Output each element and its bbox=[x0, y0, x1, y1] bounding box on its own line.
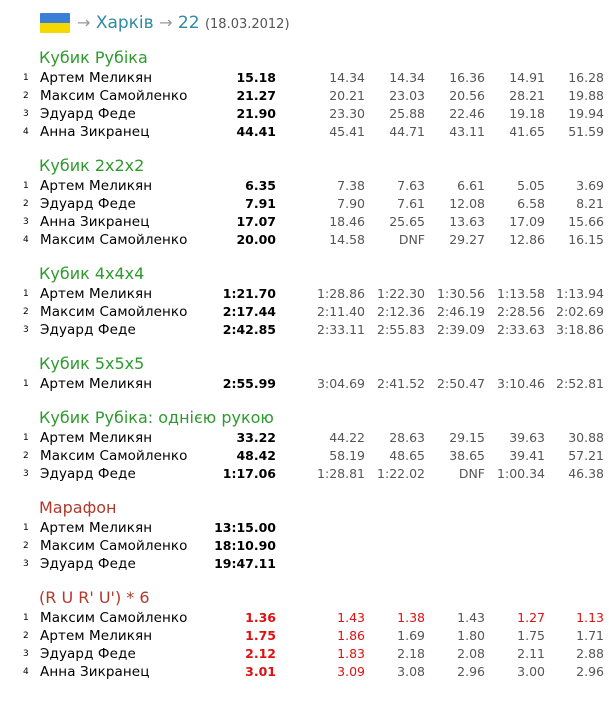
competitor-name[interactable]: Максим Самойленко bbox=[40, 88, 188, 104]
arrow-right-icon: → bbox=[159, 13, 173, 32]
attempt-time: 1:00.34 bbox=[497, 466, 545, 481]
rank-number: 3 bbox=[23, 559, 29, 569]
competitor-name[interactable]: Артем Меликян bbox=[40, 70, 153, 86]
attempt-time: 3:10.46 bbox=[497, 376, 545, 391]
attempt-time: 8.21 bbox=[576, 196, 604, 211]
attempt-time: 1.80 bbox=[457, 628, 485, 643]
competition-number[interactable]: 22 bbox=[177, 13, 200, 33]
event-title: Кубик 5x5x5 bbox=[39, 354, 145, 373]
best-result: 2:42.85 bbox=[222, 322, 276, 337]
best-result: 33.22 bbox=[236, 430, 276, 445]
competition-date: (18.03.2012) bbox=[204, 17, 290, 32]
attempt-time: 2:46.19 bbox=[437, 304, 485, 319]
result-row bbox=[0, 537, 609, 555]
result-row bbox=[0, 177, 609, 195]
attempt-time: 2:33.63 bbox=[497, 322, 545, 337]
best-result: 3.01 bbox=[245, 664, 276, 679]
result-row bbox=[0, 519, 609, 537]
event-title: Кубик Рубіка: однією рукою bbox=[39, 408, 274, 427]
result-row bbox=[0, 285, 609, 303]
attempt-time: 2:28.56 bbox=[497, 304, 545, 319]
competitor-name[interactable]: Эдуард Феде bbox=[40, 646, 136, 662]
competitor-name[interactable]: Эдуард Феде bbox=[40, 556, 136, 572]
attempt-time: 14.34 bbox=[329, 70, 365, 85]
best-result: 2.12 bbox=[245, 646, 276, 661]
attempt-time: 14.58 bbox=[329, 232, 365, 247]
attempt-time: 1.86 bbox=[337, 628, 365, 643]
rank-number: 3 bbox=[23, 109, 29, 119]
competitor-name[interactable]: Максим Самойленко bbox=[40, 232, 188, 248]
attempt-time: 3:18.86 bbox=[556, 322, 604, 337]
rank-number: 3 bbox=[23, 469, 29, 479]
attempt-time: 19.18 bbox=[509, 106, 545, 121]
attempt-time: 12.08 bbox=[449, 196, 485, 211]
attempt-time: 15.66 bbox=[568, 214, 604, 229]
best-result: 17.07 bbox=[236, 214, 276, 229]
rank-number: 3 bbox=[23, 217, 29, 227]
competitor-name[interactable]: Эдуард Феде bbox=[40, 196, 136, 212]
attempt-time: 14.91 bbox=[509, 70, 545, 85]
best-result: 21.90 bbox=[236, 106, 276, 121]
attempt-time: 44.71 bbox=[389, 124, 425, 139]
attempt-time: 1.13 bbox=[576, 610, 604, 625]
rank-number: 2 bbox=[23, 541, 29, 551]
attempt-time: 2:02.69 bbox=[556, 304, 604, 319]
result-row bbox=[0, 321, 609, 339]
result-row bbox=[0, 195, 609, 213]
attempt-time: 2.96 bbox=[457, 664, 485, 679]
competitor-name[interactable]: Артем Меликян bbox=[40, 286, 153, 302]
attempt-time: 1.69 bbox=[397, 628, 425, 643]
competitor-name[interactable]: Артем Меликян bbox=[40, 376, 153, 392]
attempt-time: 2:11.40 bbox=[317, 304, 365, 319]
best-result: 1:17.06 bbox=[222, 466, 276, 481]
competitor-name[interactable]: Эдуард Феде bbox=[40, 466, 136, 482]
attempt-time: 20.56 bbox=[449, 88, 485, 103]
attempt-time: 2:12.36 bbox=[377, 304, 425, 319]
competitor-name[interactable]: Максим Самойленко bbox=[40, 304, 188, 320]
result-row bbox=[0, 447, 609, 465]
attempt-time: 20.21 bbox=[329, 88, 365, 103]
attempt-time: 48.65 bbox=[389, 448, 425, 463]
attempt-time: 3.00 bbox=[517, 664, 545, 679]
rank-number: 1 bbox=[23, 181, 29, 191]
attempt-time: 38.65 bbox=[449, 448, 485, 463]
best-result: 48.42 bbox=[236, 448, 276, 463]
attempt-time: 44.22 bbox=[329, 430, 365, 445]
attempt-time: 5.05 bbox=[517, 178, 545, 193]
attempt-time: 2:41.52 bbox=[377, 376, 425, 391]
rank-number: 4 bbox=[23, 127, 29, 137]
attempt-time: 1.71 bbox=[576, 628, 604, 643]
rank-number: 4 bbox=[23, 667, 29, 677]
attempt-time: 7.90 bbox=[337, 196, 365, 211]
attempt-time: 12.86 bbox=[509, 232, 545, 247]
attempt-time: 6.58 bbox=[517, 196, 545, 211]
best-result: 2:17.44 bbox=[222, 304, 276, 319]
attempt-time: 16.15 bbox=[568, 232, 604, 247]
attempt-time: 7.61 bbox=[397, 196, 425, 211]
attempt-time: 18.46 bbox=[329, 214, 365, 229]
best-result: 7.91 bbox=[245, 196, 276, 211]
attempt-time: 28.21 bbox=[509, 88, 545, 103]
result-row bbox=[0, 555, 609, 573]
competitor-name[interactable]: Анна Зикранец bbox=[40, 214, 150, 230]
result-row bbox=[0, 429, 609, 447]
best-result: 2:55.99 bbox=[222, 376, 276, 391]
attempt-time: 3.08 bbox=[397, 664, 425, 679]
attempt-time: 1.43 bbox=[337, 610, 365, 625]
rank-number: 1 bbox=[23, 379, 29, 389]
result-row bbox=[0, 375, 609, 393]
best-result: 18:10.90 bbox=[214, 538, 276, 553]
attempt-time: 19.88 bbox=[568, 88, 604, 103]
event-title: Кубик Рубіка bbox=[39, 48, 148, 67]
attempt-time: 46.38 bbox=[568, 466, 604, 481]
event-title: Марафон bbox=[39, 498, 117, 517]
result-row bbox=[0, 663, 609, 681]
competitor-name[interactable]: Максим Самойленко bbox=[40, 448, 188, 464]
attempt-time: 1:13.58 bbox=[497, 286, 545, 301]
best-result: 20.00 bbox=[236, 232, 276, 247]
attempt-time: 2.96 bbox=[576, 664, 604, 679]
arrow-right-icon: → bbox=[77, 13, 91, 32]
best-result: 1.36 bbox=[245, 610, 276, 625]
attempt-time: 43.11 bbox=[449, 124, 485, 139]
breadcrumb bbox=[77, 10, 290, 38]
rank-number: 2 bbox=[23, 91, 29, 101]
result-row bbox=[0, 303, 609, 321]
result-row bbox=[0, 123, 609, 141]
rank-number: 2 bbox=[23, 631, 29, 641]
ukraine-flag-icon bbox=[40, 13, 70, 33]
attempt-time: 13.63 bbox=[449, 214, 485, 229]
attempt-time: 1:28.81 bbox=[317, 466, 365, 481]
attempt-time: 2.18 bbox=[397, 646, 425, 661]
attempt-time: 1:30.56 bbox=[437, 286, 485, 301]
attempt-time: 51.59 bbox=[568, 124, 604, 139]
event-title: (R U R' U') * 6 bbox=[39, 588, 150, 607]
attempt-time: 19.94 bbox=[568, 106, 604, 121]
attempt-time: 39.63 bbox=[509, 430, 545, 445]
attempt-time: 22.46 bbox=[449, 106, 485, 121]
attempt-time: 3.69 bbox=[576, 178, 604, 193]
attempt-time: 1.83 bbox=[337, 646, 365, 661]
attempt-time: 1:22.02 bbox=[377, 466, 425, 481]
best-result: 15.18 bbox=[236, 70, 276, 85]
competitor-name[interactable]: Артем Меликян bbox=[40, 628, 153, 644]
attempt-time: 6.61 bbox=[457, 178, 485, 193]
attempt-time: 14.34 bbox=[389, 70, 425, 85]
competitor-name[interactable]: Анна Зикранец bbox=[40, 664, 150, 680]
attempt-time: 3.09 bbox=[337, 664, 365, 679]
competitor-name[interactable]: Эдуард Феде bbox=[40, 106, 136, 122]
rank-number: 3 bbox=[23, 325, 29, 335]
rank-number: 2 bbox=[23, 451, 29, 461]
attempt-time: 3:04.69 bbox=[317, 376, 365, 391]
rank-number: 1 bbox=[23, 73, 29, 83]
result-row bbox=[0, 645, 609, 663]
rank-number: 1 bbox=[23, 613, 29, 623]
best-result: 21.27 bbox=[236, 88, 276, 103]
best-result: 13:15.00 bbox=[214, 520, 276, 535]
result-row bbox=[0, 213, 609, 231]
result-row bbox=[0, 105, 609, 123]
result-row bbox=[0, 627, 609, 645]
competitor-name[interactable]: Артем Меликян bbox=[40, 430, 153, 446]
result-row bbox=[0, 231, 609, 249]
attempt-time: 2:39.09 bbox=[437, 322, 485, 337]
attempt-time: 7.63 bbox=[397, 178, 425, 193]
attempt-time: 28.63 bbox=[389, 430, 425, 445]
event-title: Кубик 4x4x4 bbox=[39, 264, 145, 283]
attempt-time: 57.21 bbox=[568, 448, 604, 463]
attempt-time: 2:55.83 bbox=[377, 322, 425, 337]
rank-number: 1 bbox=[23, 289, 29, 299]
attempt-time: 29.15 bbox=[449, 430, 485, 445]
attempt-time: 7.38 bbox=[337, 178, 365, 193]
attempt-time: 2.11 bbox=[517, 646, 545, 661]
result-row bbox=[0, 609, 609, 627]
attempt-time: 1.27 bbox=[517, 610, 545, 625]
rank-number: 1 bbox=[23, 523, 29, 533]
best-result: 19:47.11 bbox=[214, 556, 276, 571]
attempt-time: 45.41 bbox=[329, 124, 365, 139]
attempt-time: 1.38 bbox=[397, 610, 425, 625]
best-result: 1:21.70 bbox=[222, 286, 276, 301]
rank-number: 2 bbox=[23, 307, 29, 317]
attempt-time: DNF bbox=[398, 232, 425, 247]
attempt-time: 39.41 bbox=[509, 448, 545, 463]
attempt-time: 1:22.30 bbox=[377, 286, 425, 301]
attempt-time: 1.43 bbox=[457, 610, 485, 625]
result-row bbox=[0, 87, 609, 105]
rank-number: 1 bbox=[23, 433, 29, 443]
competitor-name[interactable]: Артем Меликян bbox=[40, 520, 153, 536]
best-result: 44.41 bbox=[236, 124, 276, 139]
attempt-time: 2:33.11 bbox=[317, 322, 365, 337]
attempt-time: 1:13.94 bbox=[556, 286, 604, 301]
attempt-time: 58.19 bbox=[329, 448, 365, 463]
rank-number: 4 bbox=[23, 235, 29, 245]
rank-number: 2 bbox=[23, 199, 29, 209]
attempt-time: 41.65 bbox=[509, 124, 545, 139]
attempt-time: 30.88 bbox=[568, 430, 604, 445]
result-row bbox=[0, 69, 609, 87]
competitor-name[interactable]: Анна Зикранец bbox=[40, 124, 150, 140]
competitor-name[interactable]: Максим Самойленко bbox=[40, 610, 188, 626]
attempt-time: 16.28 bbox=[568, 70, 604, 85]
competitor-name[interactable]: Артем Меликян bbox=[40, 178, 153, 194]
attempt-time: 1.75 bbox=[517, 628, 545, 643]
attempt-time: 2.88 bbox=[576, 646, 604, 661]
attempt-time: 17.09 bbox=[509, 214, 545, 229]
attempt-time: DNF bbox=[458, 466, 485, 481]
rank-number: 3 bbox=[23, 649, 29, 659]
best-result: 1.75 bbox=[245, 628, 276, 643]
competitor-name[interactable]: Эдуард Феде bbox=[40, 322, 136, 338]
attempt-time: 2.08 bbox=[457, 646, 485, 661]
attempt-time: 23.30 bbox=[329, 106, 365, 121]
attempt-time: 2:50.47 bbox=[437, 376, 485, 391]
attempt-time: 16.36 bbox=[449, 70, 485, 85]
attempt-time: 25.88 bbox=[389, 106, 425, 121]
attempt-time: 1:28.86 bbox=[317, 286, 365, 301]
attempt-time: 2:52.81 bbox=[556, 376, 604, 391]
attempt-time: 29.27 bbox=[449, 232, 485, 247]
city-link[interactable]: Харків bbox=[95, 13, 154, 33]
competitor-name[interactable]: Максим Самойленко bbox=[40, 538, 188, 554]
attempt-time: 23.03 bbox=[389, 88, 425, 103]
attempt-time: 25.65 bbox=[389, 214, 425, 229]
best-result: 6.35 bbox=[245, 178, 276, 193]
result-row bbox=[0, 465, 609, 483]
event-title: Кубик 2x2x2 bbox=[39, 156, 145, 175]
